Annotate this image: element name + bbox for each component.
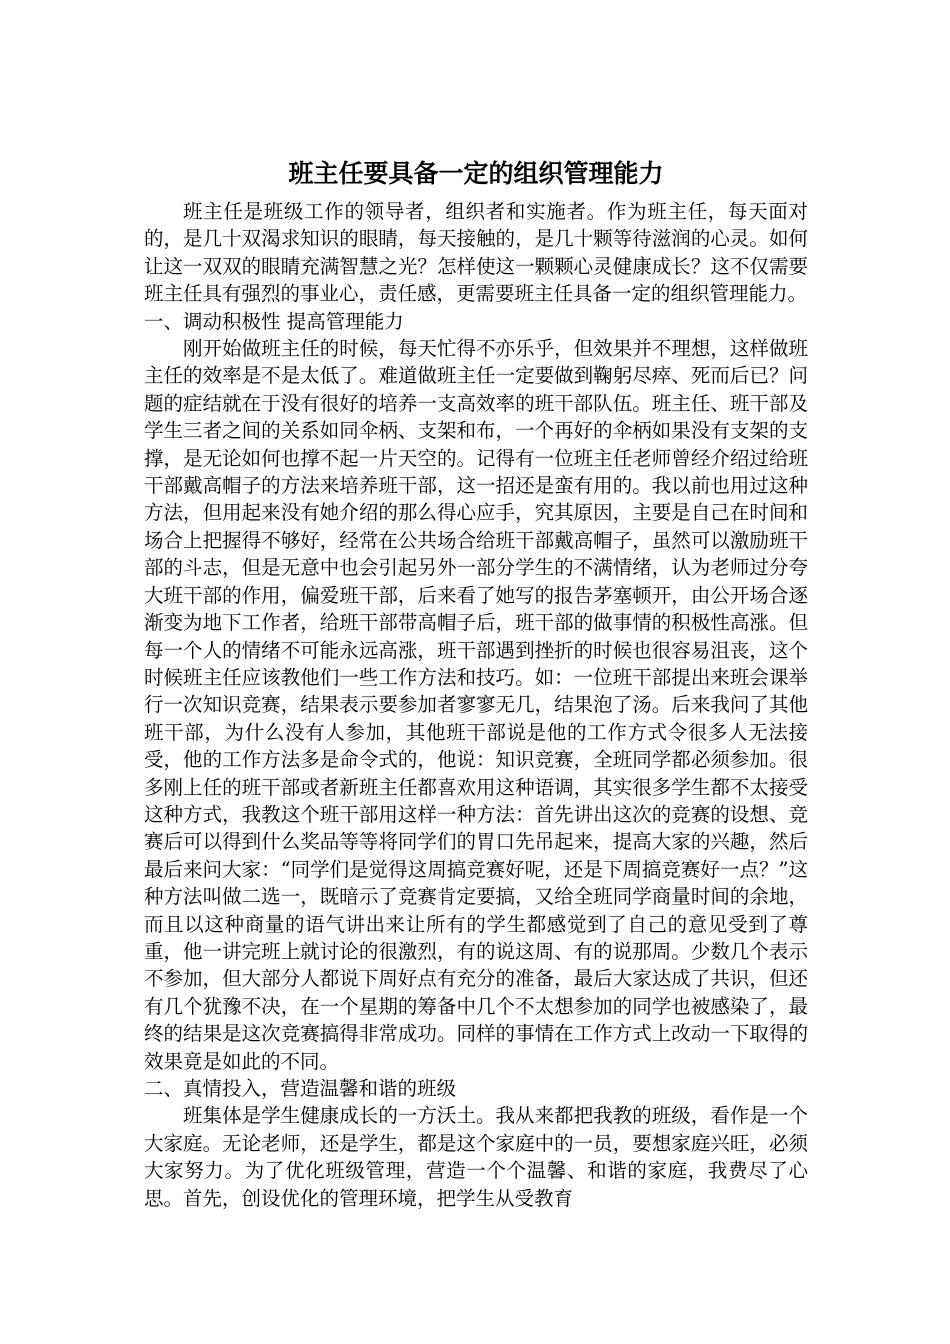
document-page (144, 150, 808, 1212)
section-body-1: 刚开始做班主任的时候，每天忙得不亦乐乎，但效果并不理想，这样做班主任的效率是不是太低了。难道做班主任一定要做到鞠躬尽瘁、死而后已？问题的症结就在于没有很好的培养一支高效率的班干部队伍。班主任、班干部及学生三者之间的关系如同伞柄、支架和布，一个再好的伞柄如果没有支架的支撑，是无论如何也撑不起一片天空的。记得有一位班主任老师曾经介绍过给班干部戴高帽子的方法来培养班干部，这一招还是蛮有用的。我以前也用过这种方法，但用起来没有她介绍的那么得心应手，究其原因，主要是自己在时间和场合上把握得不够好，经常在公共场合给班干部戴高帽子，虽然可以激励班干部的斗志，但是无意中也会引起另外一部分学生的不满情绪，认为老师过分夸大班干部的作用，偏爱班干部，后来看了她写的报告茅塞顿开，由公开场合逐渐变为地下工作者，给班干部带高帽子后，班干部的做事情的积极性高涨。但每一个人的情绪不可能永远高涨，班干部遇到挫折的时候也很容易沮丧，这个时候班主任应该教他们一些工作方法和技巧。如：一位班干部提出来班会课举行一次知识竞赛，结果表示要参加者寥寥无几，结果泡了汤。后来我问了其他班干部，为什么没有人参加，其他班干部说是他的工作方式令很多人无法接受，他的工作方法多是命令式的，他说：知识竞赛，全班同学都必须参加。很多刚上任的班干部或者新班主任都喜欢用这种语调，其实很多学生都不太接受这种方式，我教这个班干部用这样一种方法：首先讲出这次的竞赛的设想、竞赛后可以得到什么奖品等等将同学们的胃口先吊起来，提高大家的兴趣，然后最后来问大家：“同学们是觉得这周搞竞赛好呢，还是下周搞竞赛好一点？”这种方法叫做二选一，既暗示了竞赛肯定要搞，又给全班同学商量时间的余地，而且以这种商量的语气讲出来让所有的学生都感觉到了自己的意见受到了尊重，他一讲完班上就讨论的很激烈，有的说这周、有的说那周。少数几个表示不参加，但大部分人都说下周好点有充分的准备，最后大家达成了共识，但还有几个犹豫不决，在一个星期的筹备中几个不太想参加的同学也被感染了，最终的结果是这次竞赛搞得非常成功。同样的事情在工作方式上改动一下取得的效果竟是如此的不同。 (144, 337, 808, 1073)
section-heading-2: 二、真情投入，营造温馨和谐的班级 (144, 1077, 457, 1100)
document-title: 班主任要具备一定的组织管理能力 (288, 159, 664, 188)
section-heading-1: 一、调动积极性 提高管理能力 (144, 309, 404, 333)
section-body-2: 班集体是学生健康成长的一方沃土。我从来都把我教的班级，看作是一个大家庭。无论老师，还是学生，都是这个家庭中的一员，要想家庭兴旺，必须大家努力。为了优化班级管理，营造一个个温馨、和谐的家庭，我费尽了心思。首先，创设优化的管理环境，把学生从受教育 (144, 1104, 808, 1210)
intro-paragraph: 班主任是班级工作的领导者，组织者和实施者。作为班主任，每天面对的，是几十双渴求知识的眼睛，每天接触的，是几十颗等待滋润的心灵。如何让这一双双的眼睛充满智慧之光？怎样使这一颗颗心灵健康成长？这不仅需要班主任具有强烈的事业心，责任感，更需要班主任具备一定的组织管理能力。 (144, 200, 808, 306)
